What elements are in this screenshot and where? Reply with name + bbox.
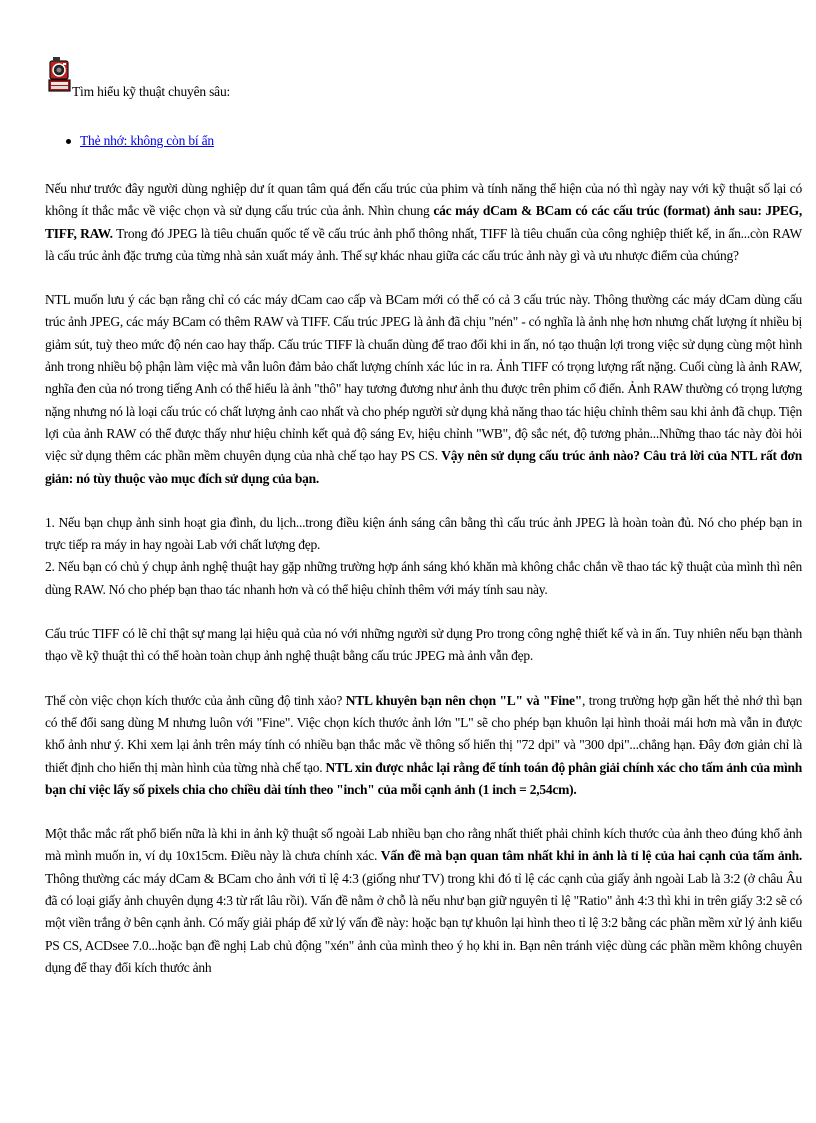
text-run: , trong trường hợp gần hết thẻ nhớ thì bạn có thể đổi sang dùng M nhưng luôn với "Fine". Việc chọn kích thước ảnh lớn "L" sẽ cho phép bạn khuôn lại hình thoải mái hơn mà vẫn in được khổ ảnh như ý. Khi xem lại ảnh trên máy tính có nhiều bạn thắc mắc về thông số hiển thị "72 dpi" và "300 dpi"...chẳng hạn. Đây đơn giản chỉ là thiết định cho hiển thị màn hình của từng nhà chế tạo.: [45, 692, 802, 775]
topic-list: [66, 133, 214, 149]
article-body: [45, 178, 802, 1001]
memory-card-link[interactable]: Thẻ nhớ: không còn bí ẩn: [80, 133, 214, 148]
section-title: Tìm hiểu kỹ thuật chuyên sâu:: [72, 84, 231, 99]
text-run: 2. Nếu bạn có chủ ý chụp ảnh nghệ thuật hay gặp những trường hợp ánh sáng khó khăn mà không chắc chắn về thao tác kỹ thuật của mình thì nên dùng RAW. Nó cho phép bạn thao tác nhanh hơn và có thể hiệu chỉnh thêm với máy tính sau này.: [45, 559, 802, 597]
paragraph-image-size: [45, 690, 802, 801]
paragraph-print-ratio: [45, 823, 802, 979]
bold-run: các máy dCam & BCam có các cấu trúc (format) ảnh sau: JPEG, TIFF, RAW.: [45, 203, 802, 241]
list-item: [66, 133, 214, 149]
text-run: 1. Nếu bạn chụp ảnh sinh hoạt gia đình, du lịch...trong điều kiện ánh sáng cân bằng thì cấu trúc ảnh JPEG là hoàn toàn đủ. Nó cho phép bạn in trực tiếp ra máy in hay ngoài Lab với chất lượng đẹp.: [45, 514, 802, 553]
camera-book-icon: [46, 52, 72, 94]
text-run: Cấu trúc TIFF có lẽ chỉ thật sự mang lại hiệu quả của nó với những người sử dụng Pro trong công nghệ thiết kế và in ấn. Tuy nhiên nếu bạn thành thạo về kỹ thuật thì có thể hoàn toàn chụp ảnh nghệ thuật bằng cấu trúc JPEG mà ảnh vẫn đẹp.: [45, 626, 802, 664]
text-run: Thế còn việc chọn kích thước của ảnh cũng độ tinh xảo?: [45, 692, 346, 708]
text-run: Trong đó JPEG là tiêu chuẩn quốc tế về cấu trúc ảnh phổ thông nhất, TIFF là tiêu chuẩn của công nghiệp thiết kế, in ấn...còn RAW là cấu trúc ảnh đặc trưng của từng nhà sản xuất máy ảnh. Thế sự khác nhau giữa các cấu trúc ảnh này gì và ưu nhược điểm của chúng?: [45, 225, 802, 263]
text-run: Thông thường các máy dCam & BCam cho ảnh với tỉ lệ 4:3 (giống như TV) trong khi đó tỉ lệ các cạnh của giấy ảnh ngoài Lab là 3:2 (ở châu Âu đã có loại giấy ảnh chuyên dụng 4:3 từ rất lâu rồi). Vấn đề nằm ở chỗ là nếu như bạn giữ nguyên tỉ lệ "Ratio" ảnh 4:3 thì khi in trên giấy 3:2 sẽ có một viền trắng ở bên cạnh ảnh. Có mấy giải pháp để xử lý vấn đề này: hoặc bạn tự khuôn lại hình theo tỉ lệ 3:2 bằng các phần mềm xử lý ảnh kiểu PS CS, ACDsee 7.0...hoặc bạn đề nghị Lab chủ động "xén" ảnh của mình theo ý họ khi in. Bạn nên tránh việc dùng các phần mềm không chuyên dụng để thay đổi kích thước ảnh: [45, 870, 802, 975]
bold-run: Vấn đề mà bạn quan tâm nhất khi in ảnh là tỉ lệ của hai cạnh của tấm ảnh.: [380, 848, 802, 864]
text-run: Một thắc mắc rất phổ biến nữa là khi in ảnh kỹ thuật số ngoài Lab nhiều bạn cho rằng nhất thiết phải chỉnh kích thước của ảnh theo đúng khổ ảnh mà mình muốn in, ví dụ 10x15cm. Điều này là chưa chính xác.: [45, 826, 802, 864]
paragraph-usage-advice: [45, 512, 802, 601]
bold-run: NTL xin được nhắc lại rằng để tính toán độ phân giải chính xác cho tấm ảnh của mình bạn chỉ việc lấy số pixels chia cho chiều dài tính theo "inch" của mỗi cạnh ảnh (1 inch = 2,54cm).: [45, 759, 803, 797]
bullet-icon: [66, 139, 71, 144]
section-header: [46, 52, 446, 102]
paragraph-tiff: [45, 623, 802, 668]
paragraph-format-details: [45, 289, 802, 490]
text-run: Nếu như trước đây người dùng nghiệp dư ít quan tâm quá đến cấu trúc của phim và tính năng thể hiện của nó thì ngày nay với kỹ thuật số lại có không ít thắc mắc về việc chọn và sử dụng cấu trúc của ảnh. Nhìn chung: [45, 181, 802, 219]
bold-run: Vậy nên sử dụng cấu trúc ảnh nào? Câu trả lời của NTL rất đơn giản: nó tùy thuộc vào mục đích sử dụng của bạn.: [45, 448, 802, 486]
text-run: NTL muốn lưu ý các bạn rằng chỉ có các máy dCam cao cấp và BCam mới có thể có cả 3 cấu trúc này. Thông thường các máy dCam dùng cấu trúc ảnh JPEG, các máy BCam có thêm RAW và TIFF. Cấu trúc JPEG là ảnh đã chịu "nén" - có nghĩa là ảnh nhẹ hơn nhưng chất lượng ít nhiều bị giảm sút, tuỳ theo mức độ nén cao hay thấp. Cấu trúc TIFF là chuẩn dùng để trao đổi khi in ấn, nó tạo thuận lợi trong việc sử dụng cùng một hình ảnh trong nhiều bộ phận làm việc mà vẫn luôn đảm bảo chất lượng chính xác lúc in ra. Ảnh TIFF có trọng lượng rất nặng. Cuối cùng là ảnh RAW, nghĩa đen của nó trong tiếng Anh có thể hiểu là ảnh "thô" hay tương đương như ảnh thu được trên phim cổ điển. Ảnh RAW thường có trọng lượng nặng nhưng nó là loại cấu trúc có chất lượng ảnh cao nhất và cho phép người sử dụng khả năng thao tác hiệu chỉnh thêm sau khi ảnh đã chụp. Tiện lợi của ảnh RAW có thể được thấy như hiệu chỉnh kết quả độ sáng Ev, hiệu chỉnh "WB", độ sắc nét, độ tương phản...Những thao tác này đòi hỏi việc sử dụng thêm các phần mềm chuyên dụng của nhà chế tạo hay PS CS.: [45, 292, 802, 464]
bold-run: NTL khuyên bạn nên chọn "L" và "Fine": [345, 692, 582, 708]
paragraph-image-formats: [45, 178, 802, 267]
